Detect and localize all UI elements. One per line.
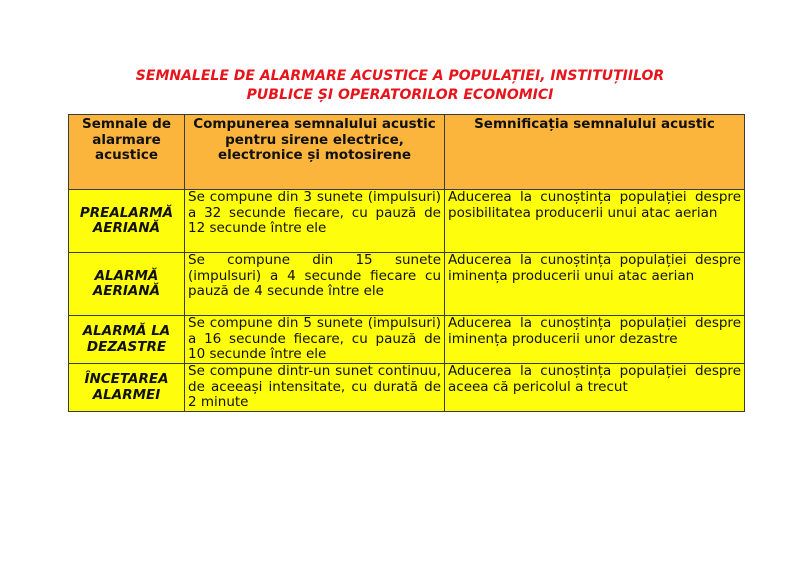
signal-meaning: Aducerea la cunoștința populației despre posibilitatea producerii unui atac aerian xyxy=(445,190,745,253)
signal-composition: Se compune din 15 sunete (impulsuri) a 4 secunde fiecare cu pauză de 4 secunde între ele xyxy=(185,253,445,316)
table-row xyxy=(69,253,745,316)
table-row xyxy=(69,316,745,364)
header-signal: Semnale de alarmare acustice xyxy=(69,115,185,190)
signal-meaning: Aducerea la cunoștința populației despre iminența producerii unor dezastre xyxy=(445,316,745,364)
header-meaning: Semnificația semnalului acustic xyxy=(445,115,745,190)
signal-meaning: Aducerea la cunoștința populației despre iminența producerii unui atac aerian xyxy=(445,253,745,316)
title-line-2: PUBLICE ȘI OPERATORILOR ECONOMICI xyxy=(246,87,554,103)
signal-name: ALARMĂ LA DEZASTRE xyxy=(69,316,185,364)
signal-meaning: Aducerea la cunoștința populației despre aceea că pericolul a trecut xyxy=(445,364,745,412)
header-composition: Compunerea semnalului acustic pentru sirene electrice, electronice și motosirene xyxy=(185,115,445,190)
signal-name: ALARMĂ AERIANĂ xyxy=(69,253,185,316)
alarm-signals-table xyxy=(68,114,745,412)
table-row xyxy=(69,190,745,253)
signal-name: PREALARMĂ AERIANĂ xyxy=(69,190,185,253)
table-row xyxy=(69,364,745,412)
document-title xyxy=(0,67,800,105)
signal-composition: Se compune din 3 sunete (impulsuri) a 32 secunde fiecare, cu pauză de 12 secunde între ele xyxy=(185,190,445,253)
signal-composition: Se compune dintr-un sunet continuu, de aceeași intensitate, cu durată de 2 minute xyxy=(185,364,445,412)
table-header-row xyxy=(69,115,745,190)
title-line-1: SEMNALELE DE ALARMARE ACUSTICE A POPULAȚIEI, INSTITUȚIILOR xyxy=(135,68,665,84)
signal-name: ÎNCETAREA ALARMEI xyxy=(69,364,185,412)
signal-composition: Se compune din 5 sunete (impulsuri) a 16 secunde fiecare, cu pauză de 10 secunde între ele xyxy=(185,316,445,364)
